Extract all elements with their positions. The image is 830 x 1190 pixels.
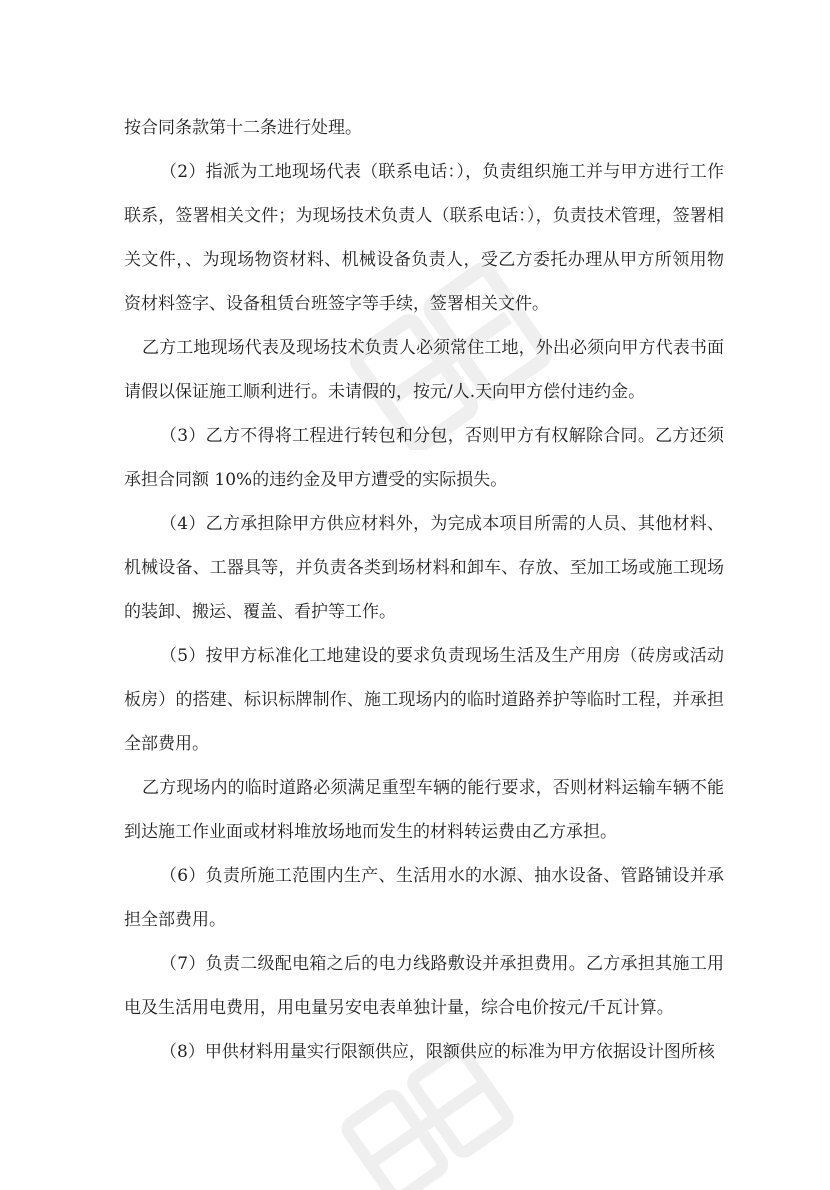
paragraph-8: （6）负责所施工范围内生产、生活用水的水源、抽水设备、管路铺设并承担全部费用。 (124, 866, 724, 930)
paragraph-5: （4）乙方承担除甲方供应材料外，为完成本项目所需的人员、其他材料、机械设备、工器具等，并负责各类到场材料和卸车、存放、至加工场或施工现场的装卸、搬运、覆盖、看护等工作。 (124, 514, 724, 622)
paragraph-9: （7）负责二级配电箱之后的电力线路敷设并承担费用。乙方承担其施工用电及生活用电费用，用电量另安电表单独计量，综合电价按元/千瓦计算。 (124, 954, 724, 1018)
paragraph-3: 乙方工地现场代表及现场技术负责人必须常住工地，外出必须向甲方代表书面请假以保证施工顺利进行。未请假的，按元/人.天向甲方偿付违约金。 (124, 338, 724, 402)
paragraph-4: （3）乙方不得将工程进行转包和分包，否则甲方有权解除合同。乙方还须承担合同额 10%的违约金及甲方遭受的实际损失。 (124, 426, 724, 490)
paragraph-10: （8）甲供材料用量实行限额供应，限额供应的标准为甲方依据设计图所核 (160, 1042, 715, 1062)
paragraph-1: 按合同条款第十二条进行处理。 (124, 118, 362, 138)
document-body (124, 106, 724, 1074)
paragraph-2: （2）指派为工地现场代表（联系电话：），负责组织施工并与甲方进行工作联系，签署相关文件；为现场技术负责人（联系电话：），负责技术管理，签署相关文件，、为现场物资材料、机械设备负责人，受乙方委托办理从甲方所领用物资材料签字、设备租赁台班签字等手续，签署相关文件。 (124, 162, 724, 314)
paragraph-7: 乙方现场内的临时道路必须满足重型车辆的能行要求，否则材料运输车辆不能到达施工作业面或材料堆放场地而发生的材料转运费由乙方承担。 (124, 778, 724, 842)
paragraph-6: （5）按甲方标准化工地建设的要求负责现场生活及生产用房（砖房或活动板房）的搭建、标识标牌制作、施工现场内的临时道路养护等临时工程，并承担全部费用。 (124, 646, 724, 754)
